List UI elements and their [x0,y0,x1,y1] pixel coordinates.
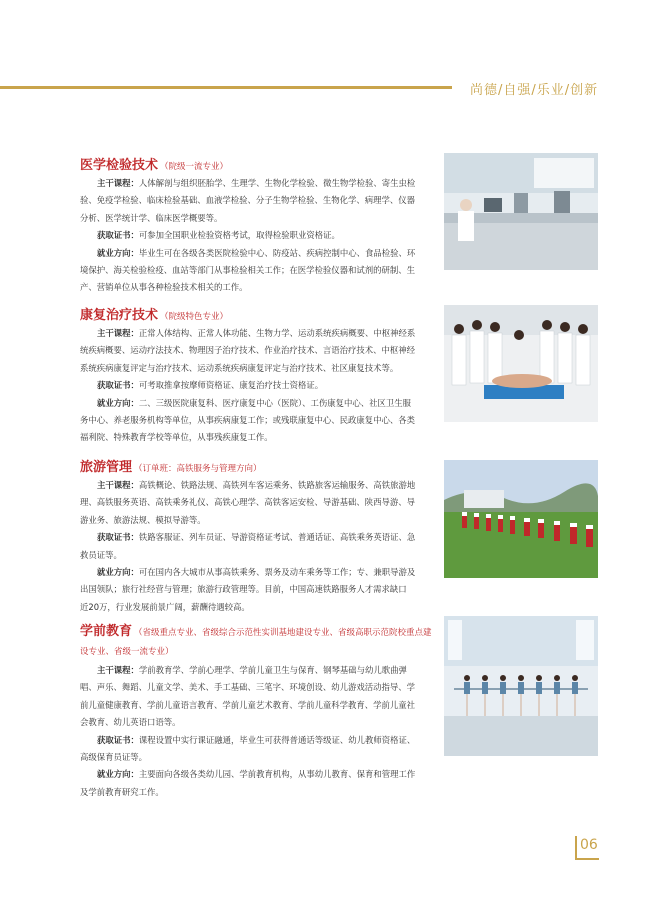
section-title-row [80,622,433,660]
line-text: 二、三级医院康复科、医疗康复中心（医院）、工伤康复中心、社区卫生服 [138,397,412,408]
body-line: 救员证等。 [80,549,122,560]
line-text: 正常人体结构、正常人体功能、生物力学、运动系统疾病概要、中枢神经系 [138,328,416,338]
body-line: 近20万，行业发展前景广阔，薪酬待遇较高。 [80,601,250,612]
body-line: 出国领队；旅行社经营与管理；旅游行政管理等。目前，中国高速铁路服务人才需求缺口 [80,584,407,595]
section-tag: （院级一流专业） [160,162,229,172]
section-body [80,175,433,297]
line-text: 可在国内各大城市从事高铁乘务、票务及动车乘务等工作；专、兼职导游及 [138,567,416,578]
line-label: 获取证书： [97,380,139,391]
body-line: 务中心、养老服务机构等单位，从事疾病康复工作；或残联康复中心、民政康复中心、各类 [80,415,415,426]
line-label: 就业方向： [97,567,139,578]
line-label: 获取证书： [97,532,139,543]
body-line: 唱、声乐、舞蹈、儿童文学、美术、手工基础、三笔字、环境创设、幼儿游戏活动指导、学 [80,682,415,693]
line-label: 就业方向： [97,247,139,258]
page-number: 06 [580,837,598,853]
line-text: 学前教育学、学前心理学、学前儿童卫生与保育、钢琴基础与幼儿歌曲弹 [138,665,407,675]
body-line [80,529,433,546]
rehab-photo [444,305,598,422]
body-line [80,662,433,679]
body-line [80,477,433,494]
body-line: 游业务、旅游法规、模拟导游等。 [80,514,206,525]
body-line: 验、免疫学检验、临床检验基础、血液学检验、分子生物学检验、生物化学、病理学、仪器 [80,195,415,206]
line-text: 可参加全国职业检验资格考试，取得检验职业资格证。 [138,230,340,241]
section-title: 医学检验技术 [80,158,159,173]
section-body [80,325,433,447]
section-title-row [80,456,433,475]
body-line: 境保护、海关检验检疫、血站等部门从事检验相关工作；在医学检验仪器和试剂的研制、生 [80,265,415,276]
line-text: 铁路客服证、列车员证、导游资格证考试、普通话证、高铁乘务英语证、急 [138,532,416,543]
dance-photo [444,616,598,756]
section-rehab [80,304,433,447]
line-label: 获取证书： [97,230,139,241]
body-line [80,175,433,192]
line-text: 人体解剖与组织胚胎学、生理学、生物化学检验、微生物学检验、寄生虫检 [138,178,416,188]
body-line [80,377,433,394]
line-text: 可考取推拿按摩师资格证、康复治疗技士资格证。 [138,380,324,391]
body-line: 分析、医学统计学、临床医学概要等。 [80,212,223,223]
section-tag: （订单班：高铁服务与管理方向） [134,464,262,474]
body-line [80,325,433,342]
body-line: 及学前教育研究工作。 [80,786,164,797]
section-tag: （省级重点专业、省级综合示范性实训基地建设专业、省级高职示范院校重点建设专业、省级一流专业） [80,628,432,657]
line-label: 主干课程： [97,665,139,675]
section-body [80,477,433,616]
tourism-photo [444,460,598,578]
body-line: 福利院、特殊教育学校等单位，从事残疾康复工作。 [80,432,273,443]
body-line [80,227,433,244]
section-preschool [80,622,433,801]
section-tourism [80,456,433,616]
body-line: 高级保育员证等。 [80,752,147,763]
line-text: 高铁概论、铁路法规、高铁列车客运乘务、铁路旅客运输服务、高铁旅游地 [138,480,416,490]
body-line: 统疾病概要、运动疗法技术、物理因子治疗技术、作业治疗技术、言语治疗技术、中枢神经 [80,345,415,356]
body-line: 理、高铁服务英语、高铁乘务礼仪、高铁心理学、高铁客运安检、导游基础、陕西导游、导 [80,497,415,508]
body-line [80,732,433,749]
line-label: 就业方向： [97,769,139,780]
lab-photo [444,153,598,270]
line-label: 获取证书： [97,734,139,745]
section-title-row [80,154,433,173]
page-number-underline [575,858,599,860]
body-line: 产、营销单位从事各种检验技术相关的工作。 [80,282,248,293]
section-title: 学前教育 [80,624,133,639]
line-label: 就业方向： [97,397,139,408]
body-line [80,766,433,783]
header-rule [0,86,452,89]
page-number-bar [575,836,577,858]
line-label: 主干课程： [97,178,139,188]
line-text: 课程设置中实行课证融通，毕业生可获得普通话等级证、幼儿教师资格证、 [138,734,416,745]
line-text: 主要面向各级各类幼儿园、学前教育机构，从事幼儿教育、保育和管理工作 [138,769,416,780]
section-title: 康复治疗技术 [80,308,159,323]
body-line: 前儿童健康教育、学前儿童语言教育、学前儿童艺术教育、学前儿童科学教育、学前儿童社 [80,699,415,710]
body-line: 会教育、幼儿英语口语等。 [80,717,181,728]
section-medical-lab [80,154,433,297]
line-text: 毕业生可在各级各类医院检验中心、防疫站、疾病控制中心、食品检验、环 [138,247,416,258]
section-body [80,662,433,801]
section-tag: （院级特色专业） [160,312,229,322]
body-line: 系统疾病康复评定与治疗技术、运动系统疾病康复评定与治疗技术、社区康复技术等。 [80,362,399,373]
header-slogan: 尚德/自强/乐业/创新 [470,83,599,98]
line-label: 主干课程： [97,480,139,490]
line-label: 主干课程： [97,328,139,338]
body-line [80,395,433,412]
body-line [80,564,433,581]
body-line [80,245,433,262]
section-title: 旅游管理 [80,460,133,475]
section-title-row [80,304,433,323]
